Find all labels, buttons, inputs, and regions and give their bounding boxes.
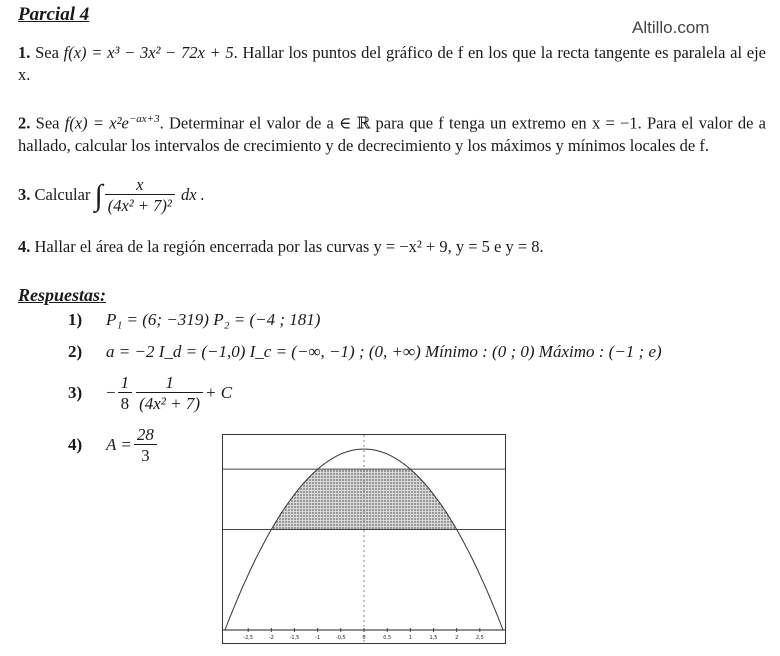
x-tick-label: -1 <box>315 635 321 641</box>
x-tick-label: -2,5 <box>243 635 254 641</box>
problem-2-pre: Sea <box>35 113 60 133</box>
answer-3-f1-den: 8 <box>118 392 133 414</box>
answer-2-text: a = −2 I_d = (−1,0) I_c = (−∞, −1) ; (0, +∞) Mínimo : (0 ; 0) Máximo : (−1 ; e) <box>106 342 662 361</box>
answer-3-f2-den: (4x² + 7) <box>136 392 203 414</box>
problem-1-formula: f(x) = x³ − 3x² − 72x + 5 <box>63 43 234 62</box>
answer-4-lhs: A = <box>106 434 132 454</box>
answer-4 <box>68 426 159 466</box>
problem-3-denominator: (4x² + 7)² <box>105 194 175 216</box>
x-tick-label: 1,5 <box>429 635 438 641</box>
x-tick-label: 2 <box>455 635 459 641</box>
problem-3-numerator: x <box>136 175 144 194</box>
page-title: Parcial 4 <box>18 4 90 25</box>
problem-3-pre: Calcular <box>34 184 91 204</box>
answer-1-label: 1) <box>68 310 83 329</box>
answer-4-den: 3 <box>134 444 157 466</box>
problem-2-formula: f(x) = x²e <box>64 113 129 133</box>
problem-3 <box>18 176 205 216</box>
answer-1-text: P₁ = (6; −319) P₂ = (−4 ; 181) <box>106 310 321 329</box>
problem-1 <box>18 42 766 86</box>
problem-2-number: 2. <box>18 113 31 133</box>
answer-3-fraction-1 <box>118 374 133 414</box>
problem-3-fraction <box>105 176 175 216</box>
problem-1-pre: Sea <box>35 43 59 62</box>
problem-2-text: . Determinar el valor de a ∈ ℝ para que f tenga un extremo en x = −1. Para el valor de a hallado, calcular los intervalos de crecimiento y de decrecimiento y los máximos y mínimos locales de f. <box>18 113 767 155</box>
problem-2 <box>18 108 766 157</box>
problem-3-number: 3. <box>18 184 31 204</box>
x-tick-label: -2 <box>268 635 274 641</box>
answer-3-f2-num: 1 <box>165 373 174 392</box>
problem-4-text: Hallar el área de la región encerrada por las curvas y = −x² + 9, y = 5 e y = 8. <box>34 237 544 256</box>
problem-1-number: 1. <box>18 43 31 62</box>
problem-4-number: 4. <box>18 237 31 256</box>
problem-2-exponent: −ax+3 <box>128 113 160 125</box>
answer-3-label: 3) <box>68 382 83 402</box>
answer-3 <box>68 374 232 414</box>
answer-4-fraction <box>134 426 157 466</box>
x-tick-label: -0,5 <box>335 635 346 641</box>
x-tick-label: 0,5 <box>383 635 392 641</box>
answer-3-fraction-2 <box>136 374 203 414</box>
answer-2-label: 2) <box>68 342 83 361</box>
x-tick-label: 2,5 <box>475 635 484 641</box>
x-tick-label: 0 <box>362 635 366 641</box>
integral-sign-icon: ∫ <box>94 179 103 212</box>
watermark: Altillo.com <box>632 18 710 37</box>
answers-title: Respuestas: <box>18 285 107 305</box>
answer-2 <box>68 342 662 362</box>
answer-1 <box>68 310 320 330</box>
area-graph <box>222 434 506 644</box>
answer-3-suffix: + C <box>205 382 233 402</box>
x-tick-label: -1,5 <box>289 635 300 641</box>
answer-3-prefix: − <box>106 382 116 402</box>
problem-4 <box>18 237 544 257</box>
problem-3-post: dx . <box>180 184 205 204</box>
answer-3-f1-num: 1 <box>120 373 130 392</box>
answer-4-num: 28 <box>136 425 154 444</box>
problem-1-text: . Hallar los puntos del gráfico de f en los que la recta tangente es paralela al eje x. <box>18 43 766 84</box>
answer-4-label: 4) <box>68 434 83 454</box>
x-tick-label: 1 <box>408 635 412 641</box>
